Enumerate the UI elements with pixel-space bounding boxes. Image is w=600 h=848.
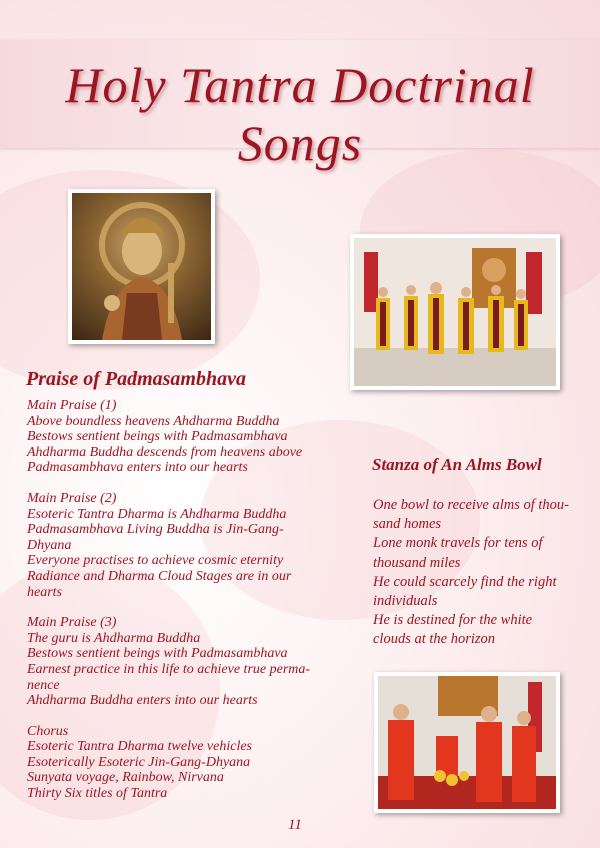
alms-heading: Stanza of An Alms Bowl	[372, 455, 542, 474]
verse-line: Ahdharma Buddha enters into our hearts	[27, 693, 258, 709]
praise-verses	[27, 398, 367, 817]
verse-line: Main Praise (2)	[27, 490, 117, 506]
verse-line: Esoteric Tantra Dharma is Ahdharma Buddha	[27, 506, 287, 522]
praise-block-1	[27, 398, 367, 476]
verse-line: Everyone practises to achieve cosmic eternity	[27, 553, 284, 569]
verse-line: Esoterically Esoteric Jin-Gang-Dhyana	[27, 754, 251, 770]
photo-monks-dancing-red	[374, 672, 560, 813]
verse-line: Main Praise (1)	[27, 398, 117, 413]
verse-line: hearts	[27, 584, 62, 600]
verse-line: He is destined for the white	[373, 612, 533, 629]
statue-illustration	[72, 193, 211, 340]
photo-padmasambhava-statue	[68, 189, 215, 344]
verse-line: Chorus	[27, 723, 69, 739]
verse-line: Ahdharma Buddha descends from heavens above	[27, 444, 303, 460]
verse-line: Bestows sentient beings with Padmasambhava	[27, 646, 288, 662]
verse-line: The guru is Ahdharma Buddha	[27, 630, 201, 646]
verse-line: Radiance and Dharma Cloud Stages are in our	[27, 568, 292, 584]
verse-line: One bowl to receive alms of thou-	[373, 497, 569, 513]
dance-illustration-top	[354, 238, 556, 386]
praise-block-2	[27, 491, 367, 600]
verse-line: Padmasambhava Living Buddha is Jin-Gang-	[27, 522, 284, 538]
photo-monks-dancing-yellow	[350, 234, 560, 390]
chorus-block	[27, 724, 367, 802]
verse-line: Above boundless heavens Ahdharma Buddha	[27, 413, 280, 429]
alms-verse	[373, 496, 588, 650]
verse-line: Padmasambhava enters into our hearts	[27, 460, 248, 476]
verse-line: clouds at the horizon	[373, 631, 496, 648]
verse-line: thousand miles	[373, 554, 461, 571]
verse-line: Dhyana	[27, 537, 72, 553]
page-title: Holy Tantra Doctrinal Songs	[65, 57, 535, 171]
verse-line: He could scarcely find the right	[373, 573, 557, 590]
verse-line: Sunyata voyage, Rainbow, Nirvana	[27, 770, 224, 786]
verse-line: individuals	[373, 593, 438, 610]
verse-line: nence	[27, 677, 60, 693]
verse-line: Bestows sentient beings with Padmasambhava	[27, 429, 288, 445]
verse-line: Esoteric Tantra Dharma twelve vehicles	[27, 739, 253, 755]
verse-line: Lone monk travels for tens of	[373, 535, 543, 552]
page-number: 11	[288, 817, 302, 833]
praise-heading: Praise of Padmasambhava	[26, 368, 246, 390]
praise-block-3	[27, 615, 367, 709]
verse-line: Earnest practice in this life to achieve true perma-	[27, 661, 311, 677]
dance-illustration-bottom	[378, 676, 556, 809]
verse-line: sand homes	[373, 516, 442, 533]
verse-line: Thirty Six titles of Tantra	[27, 786, 168, 802]
verse-line: Main Praise (3)	[27, 615, 117, 631]
